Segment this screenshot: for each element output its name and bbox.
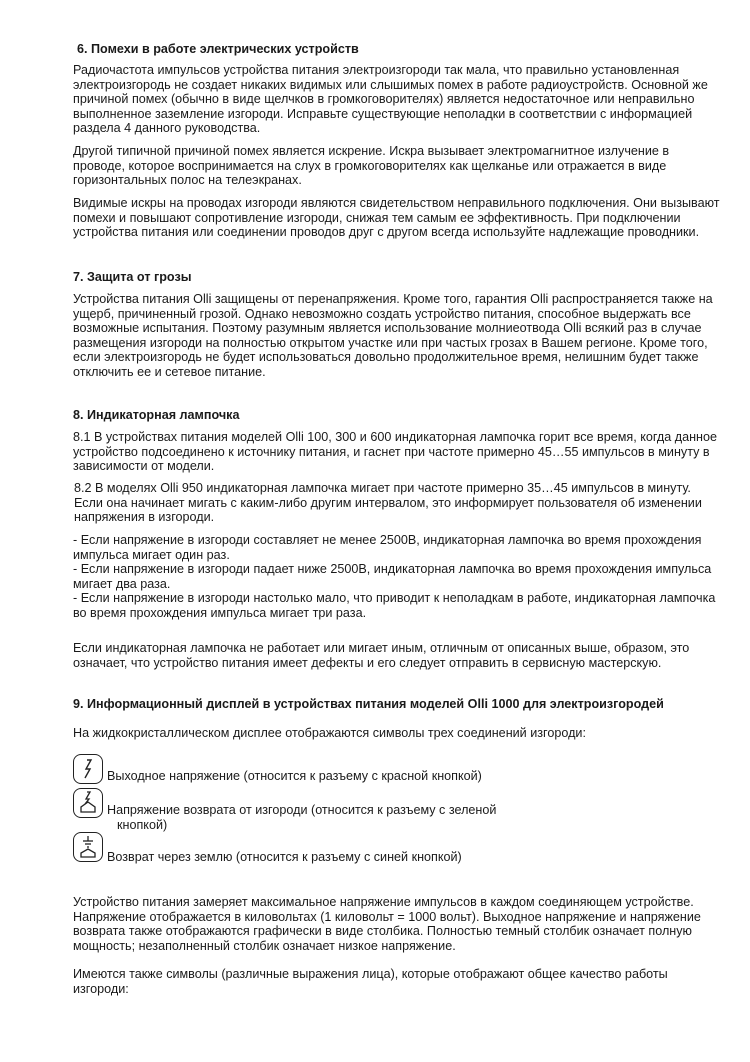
return-voltage-icon bbox=[73, 788, 103, 818]
icon-row-return-voltage bbox=[73, 788, 496, 832]
ground-return-label: Возврат через землю (относится к разъему с синей кнопкой) bbox=[107, 850, 462, 864]
section-8-bullet-3: - Если напряжение в изгороди настолько мало, что приводит к неполадкам в работе, индикаторная лампочка во время прохождения импульса мигает три раза. bbox=[73, 591, 716, 620]
return-voltage-label: Напряжение возврата от изгороди (относится к разъему с зеленой bbox=[107, 803, 497, 817]
ground-return-icon bbox=[73, 832, 103, 862]
section-6-paragraph-1: Радиочастота импульсов устройства питания электроизгороди так мала, что правильно установленная электроизгородь не создает никаких видимых или слышимых помех в работе радиоустройств. Основной же причиной помех (обычно в виде щелчков в громкоговорителях) является недостаточное или неправильно выполненное заземление изгороди. Исправьте существующие неполадки в соответствии с информацией раздела 4 данного руководства. bbox=[73, 63, 708, 136]
icon-row-output-voltage bbox=[73, 754, 482, 784]
section-7-paragraph-1: Устройства питания Olli защищены от перенапряжения. Кроме того, гарантия Olli распространяется также на ущерб, причиненный грозой. Однако невозможно создать устройство питания, способное выдержать все возможные испытания. Поэтому разумным является использование молниеотвода Olli всякий раз в случае размещения изгороди на полностью открытом участке или при частых грозах в Вашем регионе. Кроме того, если электроизгородь не будет использоваться довольно продолжительное время, нелишним будет также отключить ее и сетевое питание. bbox=[73, 292, 713, 379]
section-8-heading: 8. Индикаторная лампочка bbox=[73, 408, 240, 422]
section-9-paragraph-2: Устройство питания замеряет максимальное напряжение импульсов в каждом соединяющем устройстве. Напряжение отображается в киловольтах (1 киловольт = 1000 вольт). Выходное напряжение и напряжение возврата также отображаются графически в виде столбика. Полностью темный столбик означает полную мощность; незаполненный столбик означает низкое напряжение. bbox=[73, 895, 701, 953]
section-9-intro: На жидкокристаллическом дисплее отображаются символы трех соединений изгороди: bbox=[73, 726, 586, 740]
output-voltage-label: Выходное напряжение (относится к разъему с красной кнопкой) bbox=[107, 769, 482, 783]
section-8-bullet-1: - Если напряжение в изгороди составляет не менее 2500В, индикаторная лампочка во время прохождения импульса мигает один раз. bbox=[73, 533, 702, 562]
output-voltage-icon bbox=[73, 754, 103, 784]
section-8-bullet-2: - Если напряжение в изгороди падает ниже 2500В, индикаторная лампочка во время прохождения импульса мигает два раза. bbox=[73, 562, 712, 591]
section-8-paragraph-2: 8.2 В моделях Olli 950 индикаторная лампочка мигает при частоте примерно 35…45 импульсов в минуту. Если она начинает мигать с каким-либо другим интервалом, это информирует пользователя об изменении напряжения в изгороди. bbox=[74, 481, 702, 525]
icon-row-ground-return bbox=[73, 832, 462, 865]
section-6-paragraph-2: Другой типичной причиной помех является искрение. Искра вызывает электромагнитное излучение в проводе, которое воспринимается на слух в громкоговорителях как щелканье или отражается в виде горизонтальных полос на телеэкранах. bbox=[73, 144, 670, 188]
section-9-paragraph-3: Имеются также символы (различные выражения лица), которые отображают общее качество работы изгороди: bbox=[73, 967, 668, 996]
section-6-paragraph-3: Видимые искры на проводах изгороди являются свидетельством неправильного подключения. Они вызывают помехи и повышают сопротивление изгороди, снижая тем самым ее эффективность. При подключении устройства питания или соединении проводов друг с другом всегда используйте надлежащие проводники. bbox=[73, 196, 720, 240]
section-8-paragraph-3: Если индикаторная лампочка не работает или мигает иным, отличным от описанных выше, образом, это означает, что устройство питания имеет дефекты и его следует отправить в сервисную мастерскую. bbox=[73, 641, 690, 670]
return-voltage-label-line-2: кнопкой) bbox=[117, 817, 168, 832]
section-7-heading: 7. Защита от грозы bbox=[73, 270, 192, 284]
section-6-heading: 6. Помехи в работе электрических устройств bbox=[77, 42, 359, 56]
section-9-heading: 9. Информационный дисплей в устройствах питания моделей Olli 1000 для электроизгородей bbox=[73, 697, 664, 711]
section-8-paragraph-1: 8.1 В устройствах питания моделей Olli 100, 300 и 600 индикаторная лампочка горит все время, когда данное устройство подсоединено к источнику питания, и гаснет при частоте примерно 45…55 импульсов в минуту в зависимости от модели. bbox=[73, 430, 717, 474]
